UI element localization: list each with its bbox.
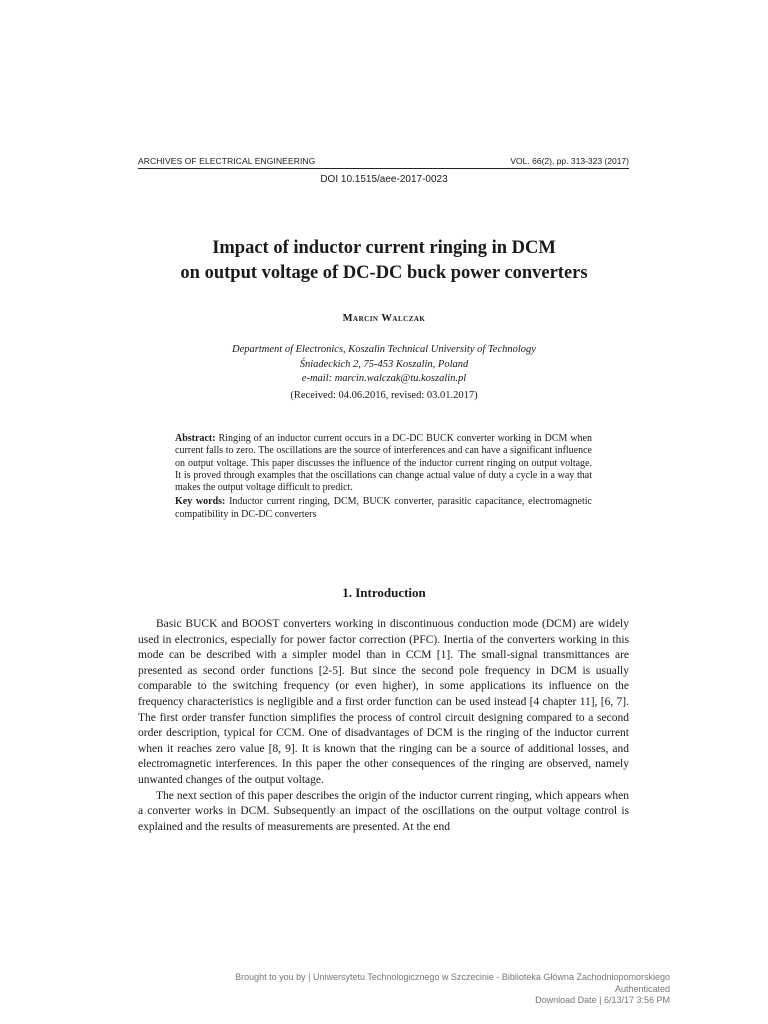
footer-download-date: Download Date | 6/13/17 3:56 PM	[535, 995, 670, 1005]
paragraph: Basic BUCK and BOOST converters working in discontinuous conduction mode (DCM) are widely used in electronics, especially for power factor correction (PFC). Inertia of the converters working in this mode can be described with a simpler model than in CCM [1]. The small-signal transmittances are presented as second order functions [2-5]. But since the second pole frequency in DCM is usually comparable to the switching frequency (or even higher), in some applications its influence on the frequency characteristics is negligible and a first order function can be used instead [4 chapter 11], [6, 7]. The first order transfer function simplifies the process of control circuit designing compared to a second order description, typical for CCM. One of disadvantages of DCM is the ringing of the inductor current when it reaches zero value [8, 9]. It is known that the ringing can be a source of additional losses, and electromagnetic interferences. In this paper the other consequences of the ringing are observed, namely unwanted changes of the output voltage.	[138, 618, 629, 786]
keywords-text: Inductor current ringing, DCM, BUCK converter, parasitic capacitance, electromagnetic compatibility in DC-DC converters	[175, 496, 592, 520]
paper-title	[0, 236, 768, 286]
abstract-block	[175, 433, 592, 521]
abstract-text: Ringing of an inductor current occurs in a DC-DC BUCK converter working in DCM when current falls to zero. The oscillations are the source of interferences and can have a significant influence on output voltage. This paper discusses the influence of the inductor current ringing on output voltage. It is proved through examples that the oscillations can change actual value of duty a cycle in a way that makes the output voltage difficult to predict.	[175, 433, 592, 494]
author-name: Marcin Walczak	[342, 313, 426, 324]
running-header	[138, 154, 629, 168]
paragraph: The next section of this paper describes the origin of the inductor current ringing, which appears when a converter works in DCM. Subsequently an impact of the oscillations on the output voltage control is explained and the results of measurements are presented. At the end	[138, 789, 629, 833]
affiliation	[0, 343, 768, 387]
section-heading: 1. Introduction	[342, 585, 426, 600]
title-line-2: on output voltage of DC-DC buck power converters	[180, 263, 588, 283]
download-footer	[110, 972, 670, 1007]
title-line-1: Impact of inductor current ringing in DCM	[212, 238, 556, 258]
volume-info: VOL. 66(2), pp. 313-323 (2017)	[510, 156, 629, 166]
footer-provider: Brought to you by | Uniwersytetu Technologicznego w Szczecinie - Biblioteka Główna Zachodniopomorskiego	[235, 972, 670, 982]
affiliation-line-1: Department of Electronics, Koszalin Technical University of Technology	[232, 344, 536, 355]
abstract-paragraph	[175, 433, 592, 494]
keywords-label: Key words:	[175, 496, 226, 508]
body-text	[138, 617, 629, 835]
footer-authenticated: Authenticated	[614, 983, 670, 994]
author-email: e-mail: marcin.walczak@tu.koszalin.pl	[301, 373, 467, 384]
received-date: (Received: 04.06.2016, revised: 03.01.2017)	[290, 390, 478, 401]
journal-name: ARCHIVES OF ELECTRICAL ENGINEERING	[138, 156, 316, 166]
keywords-paragraph	[175, 496, 592, 521]
header-rule	[138, 168, 629, 169]
affiliation-line-2: Śniadeckich 2, 75-453 Koszalin, Poland	[299, 358, 469, 370]
doi: DOI 10.1515/aee-2017-0023	[320, 174, 448, 185]
abstract-label: Abstract:	[175, 433, 216, 444]
